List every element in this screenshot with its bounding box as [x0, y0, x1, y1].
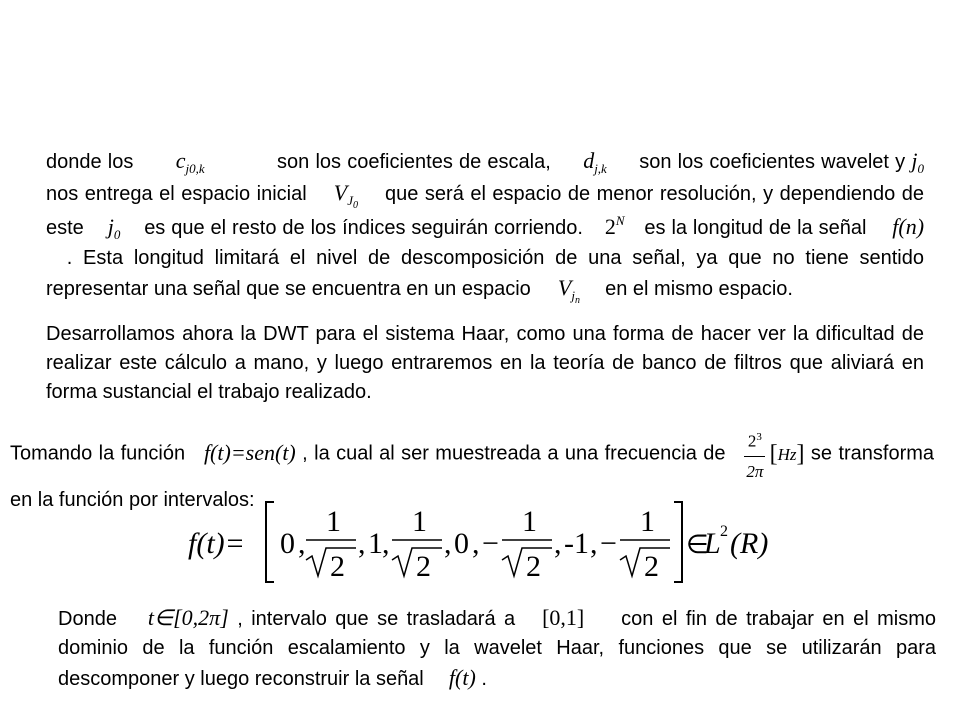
eq-frac2-den: 2 — [416, 550, 431, 583]
eq-rhs-exp: 2 — [720, 523, 728, 540]
eq-comma-3: , — [382, 527, 390, 560]
eq-minus-1: − — [482, 527, 499, 560]
paragraph-dwt-haar — [46, 320, 924, 407]
formula-interval-0-1: [0,1] — [542, 605, 585, 630]
text-mismo-espacio: en el mismo espacio. — [605, 278, 793, 300]
text-donde-los: donde los — [46, 151, 134, 173]
eq-right-bracket — [674, 502, 682, 582]
formula-f-t: f(t) — [448, 665, 476, 690]
symbol-f-n: f(n) — [892, 214, 925, 239]
eq-frac4-num: 1 — [640, 505, 655, 538]
eq-rhs-space: L — [704, 527, 721, 560]
paragraph-coefficients — [46, 146, 924, 307]
text-muestreada: , la cual al ser muestreada a una frecuencia de — [302, 442, 726, 465]
text-con-el-fin: con el fin de trabajar en el mismo dominio de la función escalamiento y la wavelet Haar, funciones que se utilizarán para descomponer y luego reconstruir la señal — [58, 608, 936, 690]
eq-frac4-den: 2 — [644, 550, 659, 583]
eq-comma-4: , — [444, 527, 452, 560]
symbol-V-jn: $V_{jn}$ — [557, 275, 580, 306]
eq-minus-2: − — [600, 527, 617, 560]
text-coef-wavelet: son los coeficientes wavelet y — [639, 151, 906, 173]
text-limitara: . Esta longitud limitará el nivel de descomposición de una señal, ya que no tiene sentido representar una señal que se encuentra en un espacio — [46, 247, 924, 300]
eq-item-1: 1 — [368, 527, 383, 560]
equation-piecewise — [188, 498, 769, 586]
eq-frac3-den: 2 — [526, 550, 541, 583]
formula-f-sen: f(t)=sen(t) — [203, 439, 296, 465]
symbol-d-jk: $d_{j,k}$ — [583, 148, 607, 176]
eq-frac1-num: 1 — [326, 505, 341, 538]
text-se-transforma: se transforma en la función por intervalos: — [10, 442, 935, 511]
eq-comma-6: , — [554, 527, 562, 560]
text-desarrollamos: Desarrollamos ahora la DWT para el sistema Haar, como una forma de hacer ver la dificultad de realizar este cálculo a mano, y luego entraremos en la teoría de banco de filtros que aliviará en forma sustancial el trabajo realizado. — [46, 323, 924, 403]
eq-frac3-num: 1 — [522, 505, 537, 538]
eq-left-bracket — [266, 502, 274, 582]
text-indices: es que el resto de los índices seguirán corriendo. — [144, 217, 583, 239]
eq-comma-7: , — [590, 527, 598, 560]
symbol-j0: $j_0$ — [911, 148, 924, 176]
symbol-j0-second: $j_0$ — [107, 214, 121, 242]
eq-rhs-in: ∈ — [686, 530, 709, 559]
text-longitud: es la longitud de la señal — [644, 217, 867, 239]
eq-item-4: 0 — [454, 527, 469, 560]
text-coef-escala: son los coeficientes de escala, — [277, 151, 551, 173]
eq-lhs: f(t)= — [188, 527, 245, 560]
text-trasladara: , intervalo que se trasladará a — [237, 608, 516, 630]
eq-item-6: -1 — [564, 527, 589, 560]
text-donde: Donde — [58, 608, 117, 630]
eq-comma-1: , — [298, 527, 306, 560]
text-period: . — [481, 668, 487, 690]
eq-comma-2: , — [358, 527, 366, 560]
eq-rhs-arg: (R) — [730, 527, 769, 560]
symbol-c-j0k: $c_{j0,k}$ — [175, 148, 205, 176]
paragraph-donde-intervalo — [58, 603, 936, 694]
formula-interval-0-2pi: t∈[0,2π] — [147, 605, 229, 630]
text-espacio-inicial: nos entrega el espacio inicial — [46, 183, 307, 205]
eq-frac2-num: 1 — [412, 505, 427, 538]
eq-frac1-den: 2 — [330, 550, 345, 583]
text-menor-resolucion: que será el espacio de menor resolución, y dependiendo de este — [46, 183, 925, 239]
eq-comma-5: , — [472, 527, 480, 560]
formula-frequency: $\frac{2^3}{2\pi}$ [Hz] — [744, 423, 804, 486]
eq-item-0: 0 — [280, 527, 295, 560]
equation-svg — [188, 498, 769, 586]
symbol-2N: $2^N$ — [604, 213, 625, 239]
text-tomando: Tomando la función — [10, 442, 186, 465]
symbol-V-J0: $V_{J0}$ — [333, 180, 358, 211]
